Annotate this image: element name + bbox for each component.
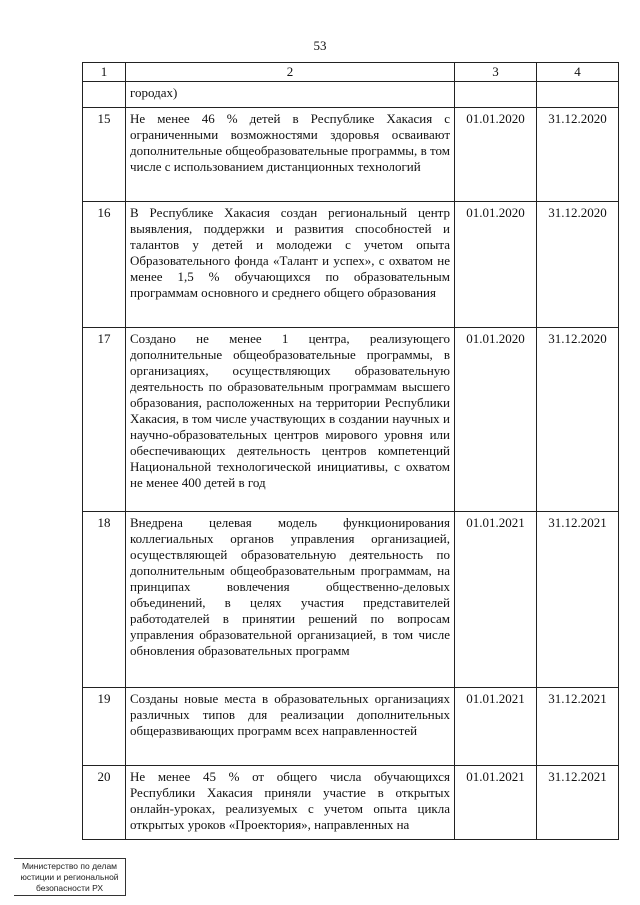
- row-description-cell: Создано не менее 1 центра, реализующего дополнительные общеобразовательные программы, в организациях, осуществляющих образовательную деятельность по образовательным программам высшего образования, расположенных на территории Республики Хакасия, в том числе участвующих в создании научных и научно-образовательных центров мирового уровня или обеспечивающих деятельность центров компетенций Национальной технологической инициативы, с охватом не менее 400 детей в год: [126, 328, 455, 512]
- table-row: [83, 202, 619, 328]
- row-description-cell: В Республике Хакасия создан региональный центр выявления, поддержки и развития способностей и талантов у детей и молодежи с учетом опыта Образовательного фонда «Талант и успех», с охватом не менее 1,5 % обучающихся по образовательным программам основного и среднего общего образования: [126, 202, 455, 328]
- row-start-date-cell: 01.01.2020: [455, 108, 537, 202]
- header-col-4: 4: [537, 63, 619, 82]
- row-end-date-cell: 31.12.2020: [537, 108, 619, 202]
- table-row: [83, 108, 619, 202]
- table-row: [83, 512, 619, 688]
- row-end-date-cell: [537, 82, 619, 108]
- table-header-row: [83, 63, 619, 82]
- table-row: [83, 328, 619, 512]
- row-description-cell: Не менее 45 % от общего числа обучающихся Республики Хакасия приняли участие в открытых онлайн-уроках, реализуемых с учетом опыта цикла открытых уроков «Проектория», направленных на: [126, 766, 455, 840]
- header-col-1: 1: [83, 63, 126, 82]
- table-row: [83, 766, 619, 840]
- row-number-cell: 16: [83, 202, 126, 328]
- row-start-date-cell: 01.01.2020: [455, 202, 537, 328]
- row-number-cell: [83, 82, 126, 108]
- row-start-date-cell: 01.01.2021: [455, 766, 537, 840]
- table-row: [83, 688, 619, 766]
- row-description-cell: городах): [126, 82, 455, 108]
- header-col-2: 2: [126, 63, 455, 82]
- row-start-date-cell: 01.01.2021: [455, 512, 537, 688]
- row-description-cell: Внедрена целевая модель функционирования коллегиальных органов управления организацией, осуществляющей образовательную деятельность по дополнительным общеобразовательным программам, на принципах вовлечения общественно-деловых объединений, в целях участия представителей работодателей в принятии решений по вопросам управления образовательной организацией, в том числе обновления образовательных программ: [126, 512, 455, 688]
- row-number-cell: 17: [83, 328, 126, 512]
- ministry-stamp: [14, 858, 126, 896]
- row-end-date-cell: 31.12.2021: [537, 688, 619, 766]
- row-end-date-cell: 31.12.2021: [537, 512, 619, 688]
- stamp-line-2: юстиции и региональной: [20, 872, 119, 882]
- row-end-date-cell: 31.12.2020: [537, 328, 619, 512]
- page-number: 53: [313, 38, 327, 53]
- stamp-line-1: Министерство по делам: [21, 861, 118, 871]
- row-end-date-cell: 31.12.2021: [537, 766, 619, 840]
- row-number-cell: 20: [83, 766, 126, 840]
- row-number-cell: 18: [83, 512, 126, 688]
- row-number-cell: 19: [83, 688, 126, 766]
- row-description-cell: Не менее 46 % детей в Республике Хакасия с ограниченными возможностями здоровья осваивают дополнительные общеобразовательные программы, в том числе с использованием дистанционных технологий: [126, 108, 455, 202]
- row-start-date-cell: 01.01.2021: [455, 688, 537, 766]
- stamp-line-3: безопасности РХ: [35, 883, 104, 893]
- document-table: [82, 62, 619, 840]
- row-start-date-cell: [455, 82, 537, 108]
- row-description-cell: Созданы новые места в образовательных организациях различных типов для реализации дополнительных общеразвивающих программ всех направленностей: [126, 688, 455, 766]
- header-col-3: 3: [455, 63, 537, 82]
- row-end-date-cell: 31.12.2020: [537, 202, 619, 328]
- row-start-date-cell: 01.01.2020: [455, 328, 537, 512]
- row-number-cell: 15: [83, 108, 126, 202]
- table-row-continuation: [83, 82, 619, 108]
